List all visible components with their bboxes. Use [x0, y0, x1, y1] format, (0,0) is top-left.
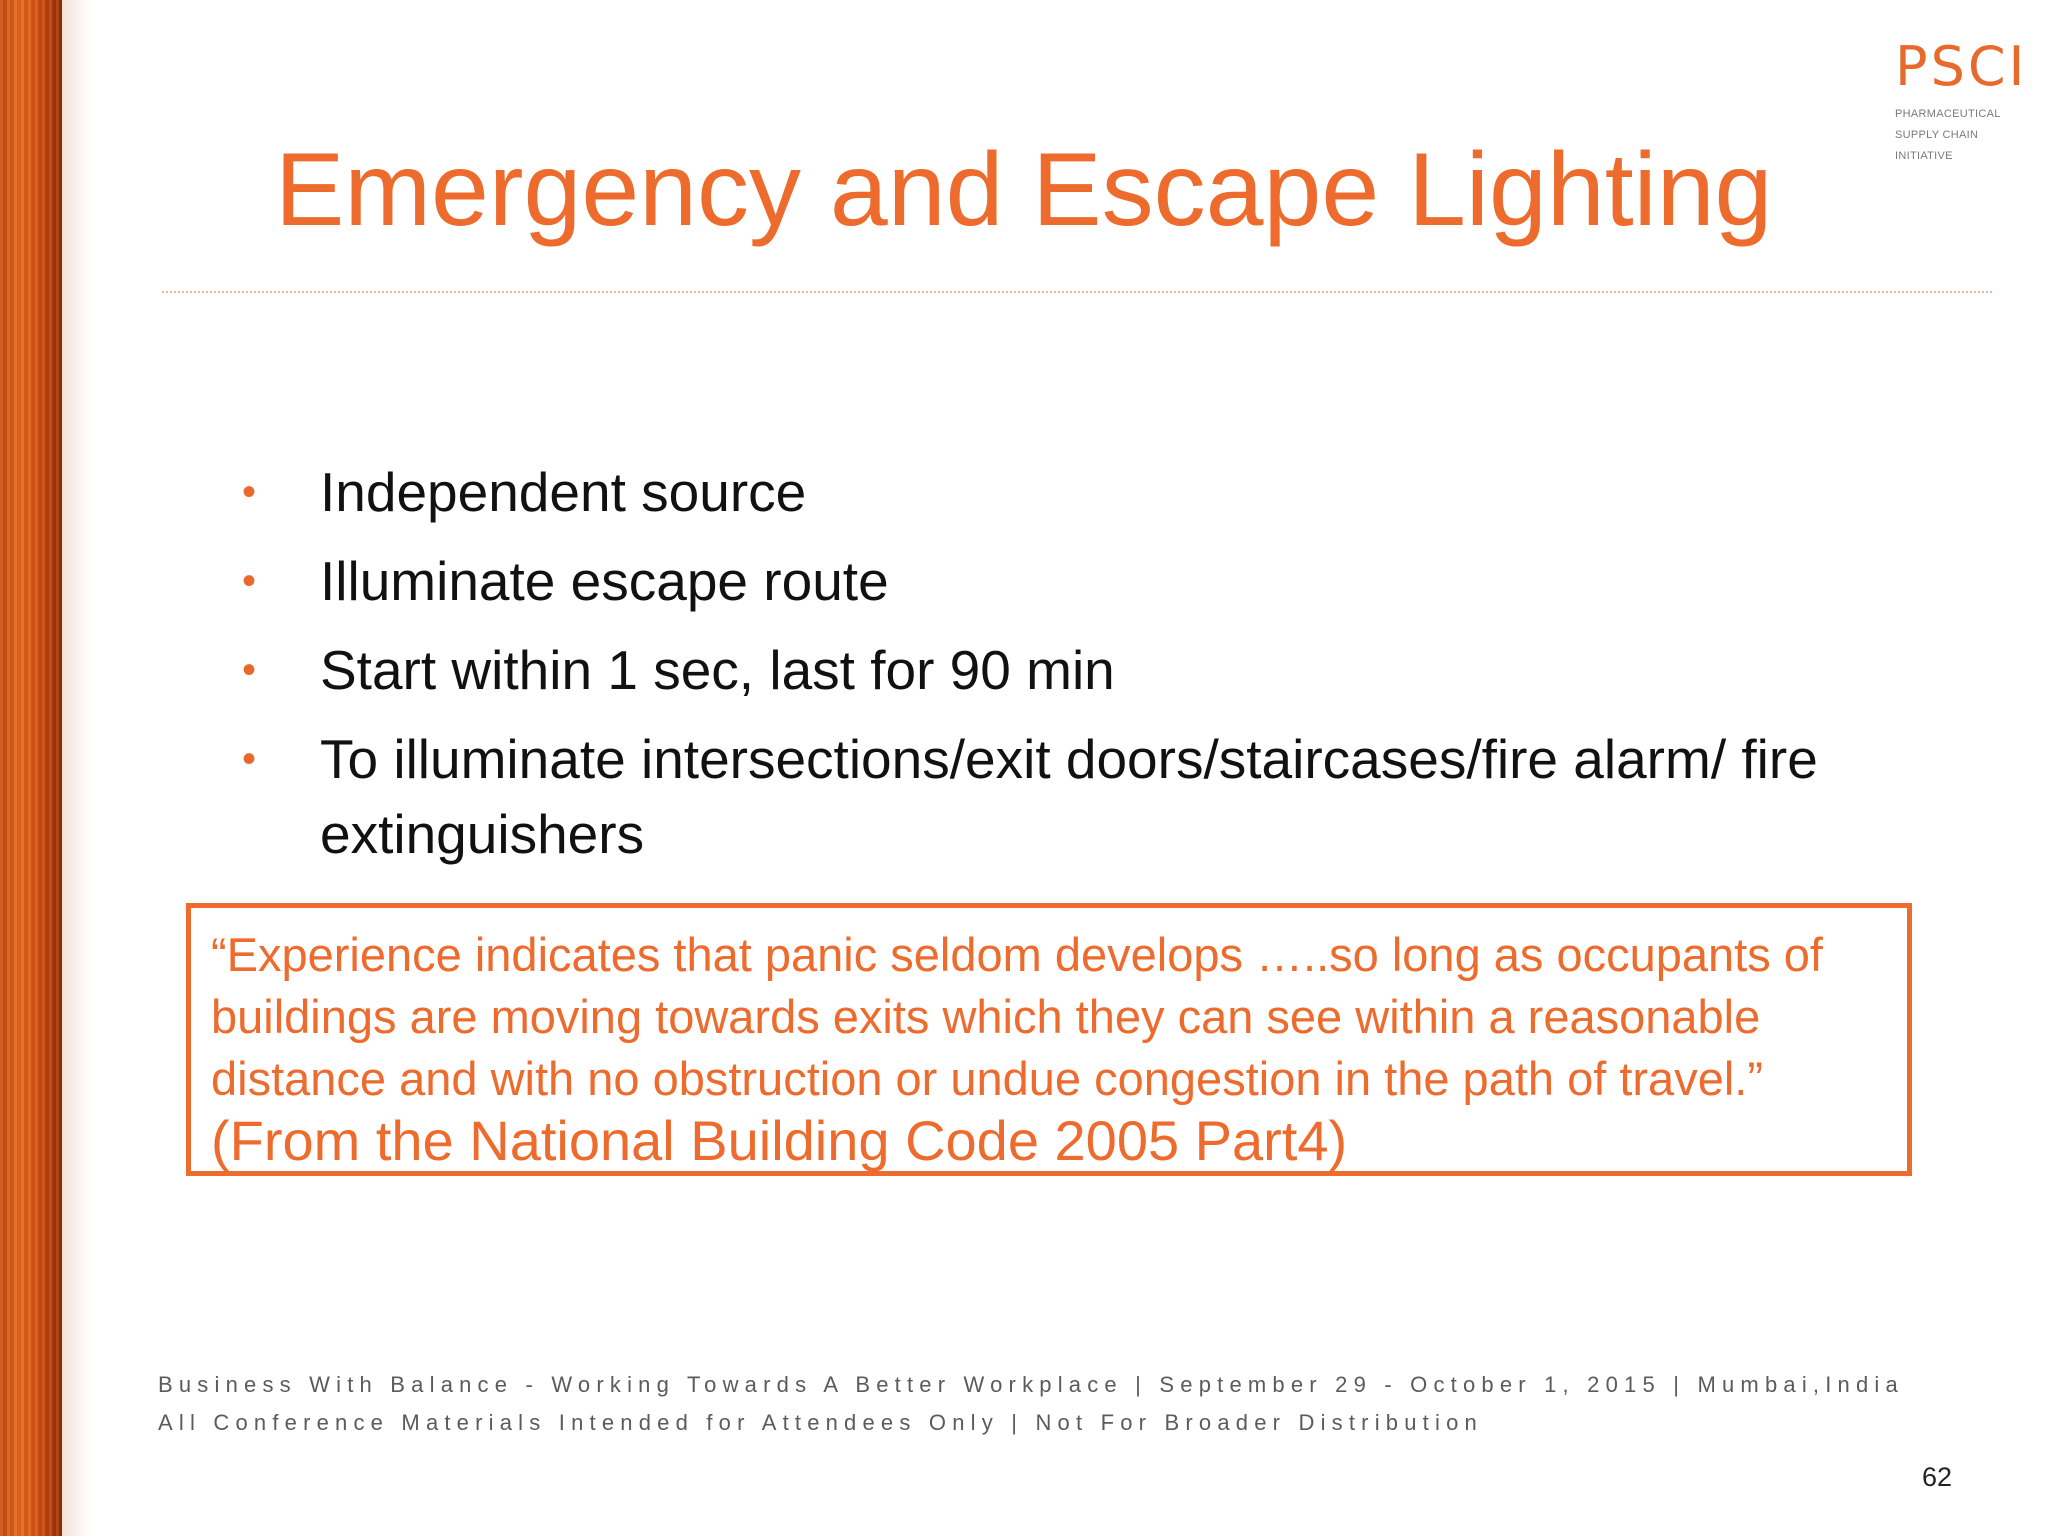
decorative-side-bar: [0, 0, 62, 1536]
footer: [158, 1366, 1904, 1442]
logo-subtitle-line-1: PHARMACEUTICAL: [1895, 108, 2001, 120]
bullet-list: [240, 455, 1960, 886]
side-bar-shadow: [62, 0, 90, 1536]
bullet-text: Start within 1 sec, last for 90 min: [320, 639, 1115, 701]
slide-title: Emergency and Escape Lighting: [275, 132, 1773, 248]
quote-source: (From the National Building Code 2005 Part4): [211, 1109, 1348, 1172]
bullet-marker: •: [242, 737, 257, 781]
logo-subtitle-line-3: INITIATIVE: [1895, 150, 1953, 162]
bullet-text: Independent source: [320, 461, 807, 523]
title-divider: [162, 291, 1992, 293]
bullet-item: [240, 544, 1960, 619]
bullet-item: [240, 455, 1960, 530]
bullet-item: [240, 633, 1960, 708]
bullet-text: Illuminate escape route: [320, 550, 889, 612]
logo-wordmark: PSCI: [1895, 35, 2028, 98]
quote-box: [186, 903, 1912, 1176]
bullet-text: To illuminate intersections/exit doors/staircases/fire alarm/ fire extinguishers: [320, 728, 1818, 865]
bullet-marker: •: [242, 559, 257, 603]
footer-line-2: All Conference Materials Intended for Attendees Only | Not For Broader Distribution: [158, 1410, 1483, 1435]
bullet-marker: •: [242, 648, 257, 692]
bullet-marker: •: [242, 470, 257, 514]
page-number: 62: [1921, 1462, 1952, 1492]
quote-text: “Experience indicates that panic seldom develops …..so long as occupants of buildings are moving towards exits which they can see within a reasonable distance and with no obstruction or undue congestion in the path of travel.”: [211, 928, 1823, 1105]
footer-line-1: Business With Balance - Working Towards A Better Workplace | September 29 - October 1, 2015 | Mumbai,India: [158, 1372, 1904, 1397]
bullet-item: [240, 722, 1960, 872]
logo-subtitle-line-2: SUPPLY CHAIN: [1895, 129, 1979, 141]
